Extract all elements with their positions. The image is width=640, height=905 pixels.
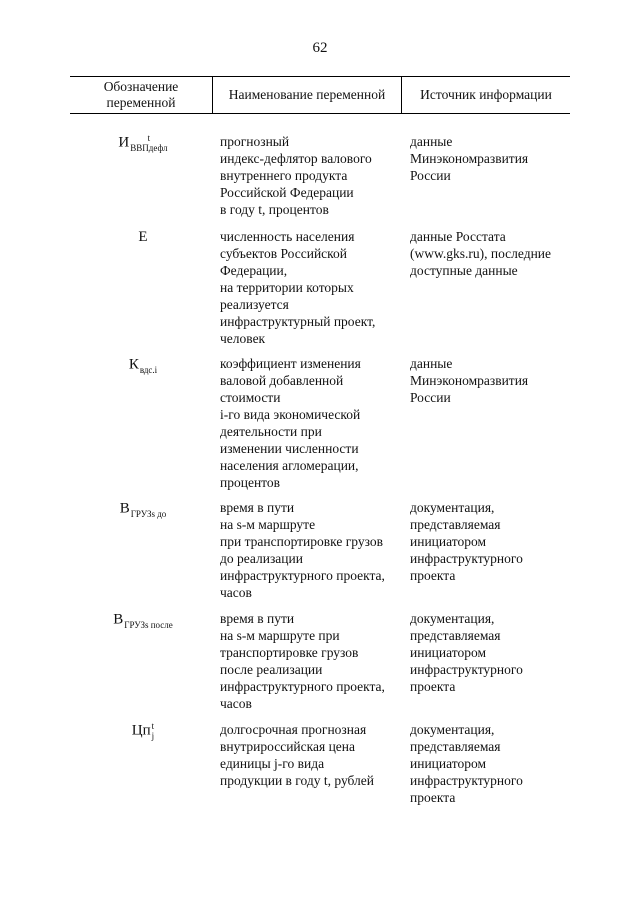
variable-name-line: единицы j-го вида bbox=[220, 756, 325, 771]
variable-name-line: на s-м маршруте bbox=[220, 517, 316, 532]
variable-name-line: населения агломерации, bbox=[220, 458, 359, 473]
variable-name-line: время в пути bbox=[220, 500, 295, 515]
variable-name-cell bbox=[220, 355, 405, 491]
variable-name-line: валовой добавленной bbox=[220, 373, 344, 388]
variable-name-line: инфраструктурный проект, bbox=[220, 314, 376, 329]
variable-name-line: часов bbox=[220, 585, 252, 600]
information-source-line: доступные данные bbox=[410, 263, 518, 278]
variable-symbol-superscript bbox=[140, 355, 157, 365]
information-source-cell bbox=[410, 355, 575, 406]
variable-name-line: Федерации, bbox=[220, 263, 288, 278]
information-source-line: проекта bbox=[410, 679, 456, 694]
information-source-line: Минэкономразвития bbox=[410, 151, 529, 166]
variable-symbol-base: E bbox=[138, 229, 148, 245]
variable-name-line: на s-м маршруте при bbox=[220, 628, 340, 643]
variable-name-line: человек bbox=[220, 331, 266, 346]
information-source-cell bbox=[410, 721, 575, 806]
variable-name-cell bbox=[220, 133, 405, 218]
information-source-line: Минэкономразвития bbox=[410, 373, 529, 388]
variable-symbol-subscript: ГРУЗs до bbox=[130, 509, 167, 519]
variable-symbol bbox=[82, 499, 204, 519]
variable-name-line: деятельности при bbox=[220, 424, 322, 439]
header-top-rule bbox=[70, 76, 570, 77]
variable-symbol-base: Цп bbox=[131, 722, 151, 739]
information-source-line: данные bbox=[410, 356, 453, 371]
header-col-source: Источник информации bbox=[420, 87, 552, 102]
variable-name-line: стоимости bbox=[220, 390, 281, 405]
information-source-line: проекта bbox=[410, 790, 456, 805]
variable-name-line: индекс-дефлятор валового bbox=[220, 151, 372, 166]
variable-symbol bbox=[82, 133, 204, 153]
information-source-line: России bbox=[410, 168, 451, 183]
variable-symbol-base: И bbox=[118, 134, 130, 151]
information-source-line: проекта bbox=[410, 568, 456, 583]
variable-name-cell bbox=[220, 610, 405, 712]
information-source-cell bbox=[410, 133, 575, 184]
variable-name-line: долгосрочная прогнозная bbox=[220, 722, 367, 737]
variable-name-line: i-го вида экономической bbox=[220, 407, 361, 422]
variable-name-line: до реализации bbox=[220, 551, 303, 566]
information-source-line: России bbox=[410, 390, 451, 405]
variable-name-line: транспортировке грузов bbox=[220, 645, 359, 660]
page-number: 62 bbox=[312, 40, 328, 56]
variable-symbol bbox=[82, 228, 204, 246]
information-source-line: инициатором bbox=[410, 756, 487, 771]
information-source-line: представляемая bbox=[410, 517, 501, 532]
variable-name-cell bbox=[220, 721, 405, 789]
variable-symbol-superscript bbox=[124, 610, 173, 620]
variable-symbol-subscript: ВВПдефл bbox=[130, 143, 168, 153]
variable-name-line: процентов bbox=[220, 475, 281, 490]
information-source-line: инфраструктурного bbox=[410, 662, 523, 677]
information-source-line: представляемая bbox=[410, 628, 501, 643]
variable-name-line: внутреннего продукта bbox=[220, 168, 348, 183]
information-source-line: инфраструктурного bbox=[410, 551, 523, 566]
variable-symbol-superscript bbox=[131, 499, 167, 509]
header-col-symbol-line1: Обозначение bbox=[103, 79, 179, 94]
information-source-line: представляемая bbox=[410, 739, 501, 754]
variable-symbol-superscript: t bbox=[151, 721, 155, 731]
variable-name-line: внутрироссийская цена bbox=[220, 739, 356, 754]
variable-symbol-subscript: j bbox=[151, 731, 155, 741]
header-col-symbol-line2: переменной bbox=[106, 95, 176, 110]
information-source-cell bbox=[410, 499, 575, 584]
variable-name-line: часов bbox=[220, 696, 252, 711]
variable-symbol-subscript: вдс.i bbox=[139, 365, 158, 375]
information-source-cell bbox=[410, 228, 575, 279]
variable-name-line: численность населения bbox=[220, 229, 355, 244]
variable-symbol-subscript: ГРУЗs после bbox=[124, 620, 173, 630]
information-source-line: документация, bbox=[410, 722, 495, 737]
information-source-line: документация, bbox=[410, 500, 495, 515]
information-source-line: инфраструктурного bbox=[410, 773, 523, 788]
variable-symbol-base: В bbox=[113, 611, 124, 628]
variable-name-line: реализуется bbox=[220, 297, 289, 312]
information-source-line: документация, bbox=[410, 611, 495, 626]
information-source-line: данные bbox=[410, 134, 453, 149]
information-source-line: инициатором bbox=[410, 534, 487, 549]
information-source-line: инициатором bbox=[410, 645, 487, 660]
variable-symbol-base: В bbox=[119, 500, 130, 517]
information-source-line: данные Росстата bbox=[410, 229, 506, 244]
variable-name-line: субъектов Российской bbox=[220, 246, 348, 261]
variable-name-line: инфраструктурного проекта, bbox=[220, 568, 385, 583]
variable-name-line: изменении численности bbox=[220, 441, 359, 456]
variable-symbol bbox=[82, 355, 204, 375]
information-source-cell bbox=[410, 610, 575, 695]
header-col-symbol bbox=[70, 78, 212, 112]
variable-name-line: продукции в году t, рублей bbox=[220, 773, 374, 788]
variable-name-line: в году t, процентов bbox=[220, 202, 329, 217]
variable-symbol bbox=[82, 610, 204, 630]
variable-name-line: после реализации bbox=[220, 662, 323, 677]
variable-name-line: коэффициент изменения bbox=[220, 356, 361, 371]
variable-symbol-base: К bbox=[128, 356, 139, 373]
variable-name-cell bbox=[220, 228, 405, 347]
variable-symbol-superscript: t bbox=[147, 133, 151, 143]
variable-name-line: инфраструктурного проекта, bbox=[220, 679, 385, 694]
variable-name-line: время в пути bbox=[220, 611, 295, 626]
variable-name-cell bbox=[220, 499, 405, 601]
variable-symbol bbox=[82, 721, 204, 741]
variable-name-line: на территории которых bbox=[220, 280, 354, 295]
header-col-name: Наименование переменной bbox=[228, 87, 386, 102]
variable-name-line: Российской Федерации bbox=[220, 185, 354, 200]
header-bottom-rule bbox=[70, 113, 570, 114]
variable-name-line: прогнозный bbox=[220, 134, 290, 149]
information-source-line: (www.gks.ru), последние bbox=[410, 246, 552, 261]
variable-name-line: при транспортировке грузов bbox=[220, 534, 383, 549]
